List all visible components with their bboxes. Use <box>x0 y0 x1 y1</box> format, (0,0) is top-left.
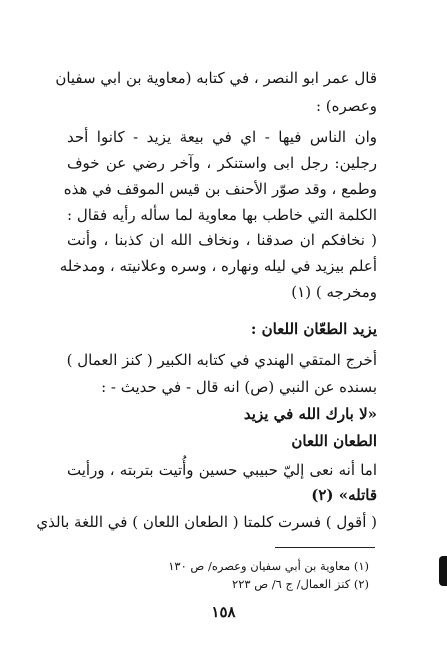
text-line-16: قاتله» (٢) <box>311 486 377 504</box>
page-number: ١٥٨ <box>211 603 236 621</box>
text-line-2: وعصره) : <box>315 97 377 115</box>
text-line-11: أخرج المتقي الهندي في كتابه الكبير ( كنز العمال ) <box>66 351 377 369</box>
hadith-line-2: الطعان اللعان <box>291 432 377 450</box>
text-line-1: قال عمر ابو النصر ، في كتابه (معاوية بن ابي سفيان <box>55 69 377 87</box>
text-line-9: ومخرجه ) (١) <box>291 283 377 301</box>
text-line-6: الكلمة التي خاطب بها معاوية لما سأله رأيه فقال : <box>67 206 377 224</box>
section-heading: يزيد الطعّان اللعان : <box>250 320 377 338</box>
text-line-8: أعلم بيزيد في ليله ونهاره ، وسره وعلانيته ، ومدخله <box>59 257 377 275</box>
page-edge-mark <box>439 556 447 586</box>
footnote-separator <box>275 547 375 548</box>
text-line-17: ( أقول ) فسرت كلمتا ( الطعان اللعان ) في اللغة بالذي <box>36 513 377 531</box>
footnote-1: (١) معاوية بن أبي سفيان وعصره/ ص ١٣٠ <box>168 559 369 573</box>
text-line-3: وان الناس فيها - اي في بيعة يزيد - كانوا أحد <box>67 128 377 146</box>
footnote-2: (٢) كنز العمال/ ج ٦/ ص ٢٢٣ <box>232 577 369 591</box>
text-line-7: ( نخافكم ان صدقنا ، ونخاف الله ان كذبنا ، وأنت <box>67 231 377 249</box>
text-line-5: وطمع ، وقد صوّر الأحنف بن قيس الموقف في هذه <box>63 180 377 198</box>
hadith-line-1: «لا بارك الله في يزيد <box>243 405 377 423</box>
text-line-15: اما أنه نعى إليّ حبيبي حسين وأُتيت بتربته ، ورأيت <box>67 461 377 479</box>
text-line-12: بسنده عن النبي (ص) انه قال - في حديث - : <box>101 378 377 396</box>
text-line-4: رجلين: رجل ابى واستنكر ، وآخر رضي عن خوف <box>67 154 377 172</box>
